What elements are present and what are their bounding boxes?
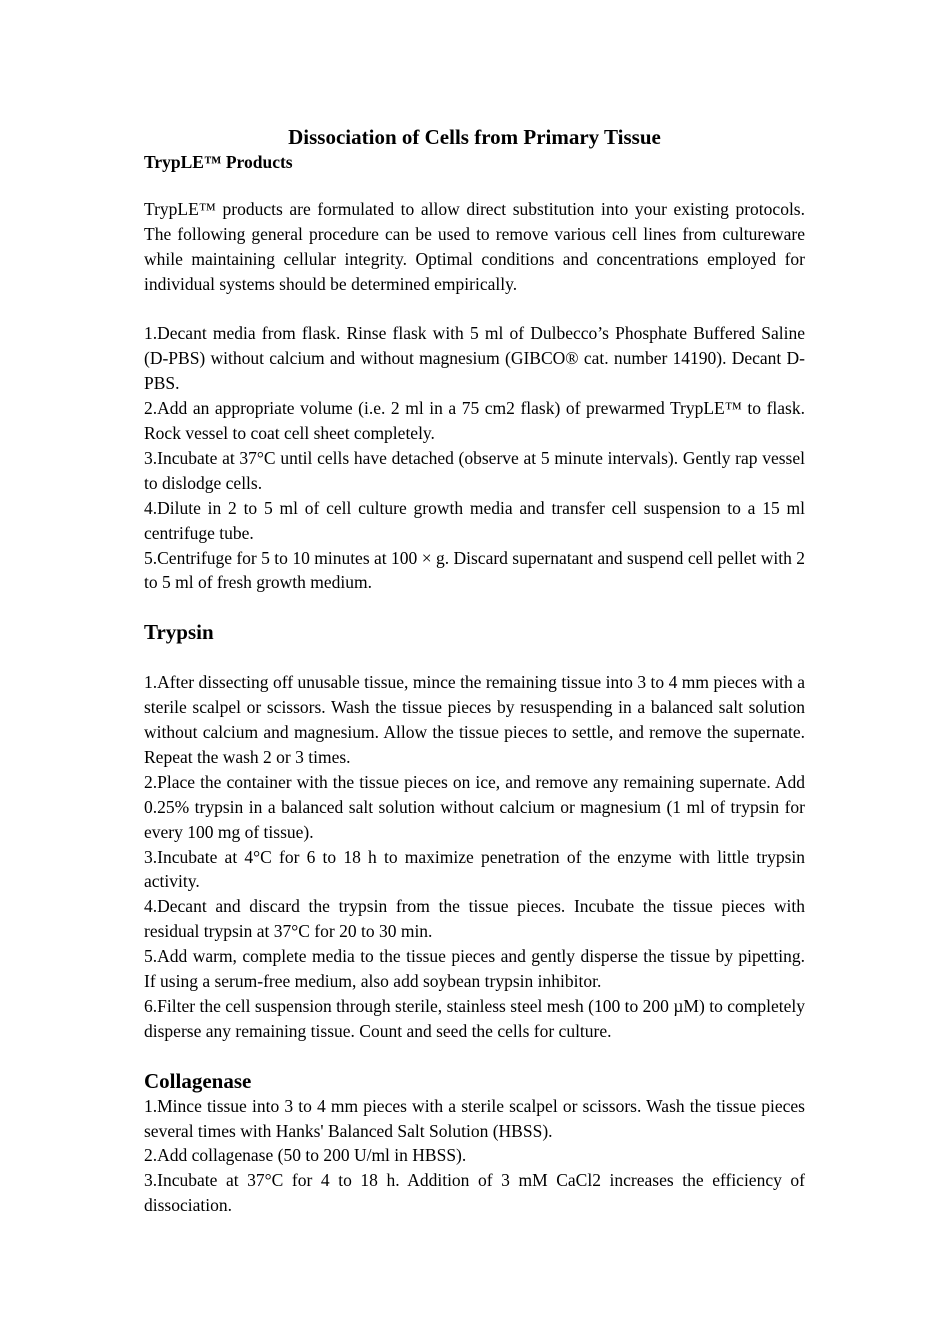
collagenase-step: 3.Incubate at 37°C for 4 to 18 h. Addition of 3 mM CaCl2 increases the efficiency of dissociation.: [144, 1170, 805, 1216]
trypsin-heading: Trypsin: [144, 620, 214, 645]
tryple-step: 1.Decant media from flask. Rinse flask with 5 ml of Dulbecco’s Phosphate Buffered Saline (D-PBS) without calcium and without magnesium (GIBCO® cat. number 14190). Decant D-PBS.: [144, 323, 805, 394]
tryple-step: 2.Add an appropriate volume (i.e. 2 ml in a 75 cm2 flask) of prewarmed TrypLE™ to flask. Rock vessel to coat cell sheet completely.: [144, 398, 805, 444]
trypsin-step: 1.After dissecting off unusable tissue, mince the remaining tissue into 3 to 4 mm pieces with a sterile scalpel or scissors. Wash the tissue pieces by resuspending in a balanced salt solution without calcium and magnesium. Allow the tissue pieces to settle, and remove the supernate. Repeat the wash 2 or 3 times.: [144, 672, 805, 767]
document-page: [144, 122, 805, 1218]
trypsin-step: 5.Add warm, complete media to the tissue pieces and gently disperse the tissue by pipetting. If using a serum-free medium, also add soybean trypsin inhibitor.: [144, 946, 805, 992]
collagenase-heading: Collagenase: [144, 1068, 252, 1093]
tryple-intro: TrypLE™ products are formulated to allow direct substitution into your existing protocols. The following general procedure can be used to remove various cell lines from cultureware while maintaining cellular integrity. Optimal conditions and concentrations employed for individual systems should be determined empirically.: [144, 198, 805, 294]
trypsin-step: 6.Filter the cell suspension through sterile, stainless steel mesh (100 to 200 µM) to completely disperse any remaining tissue. Count and seed the cells for culture.: [144, 995, 805, 1041]
page-title: Dissociation of Cells from Primary Tissue: [288, 125, 661, 149]
tryple-heading: TrypLE™ Products: [144, 152, 293, 172]
tryple-step: 4.Dilute in 2 to 5 ml of cell culture growth media and transfer cell suspension to a 15 ml centrifuge tube.: [144, 497, 805, 543]
trypsin-step: 3.Incubate at 4°C for 6 to 18 h to maximize penetration of the enzyme with little trypsin activity.: [144, 846, 805, 892]
tryple-step: 3.Incubate at 37°C until cells have detached (observe at 5 minute intervals). Gently rap vessel to dislodge cells.: [144, 447, 805, 493]
tryple-step: 5.Centrifuge for 5 to 10 minutes at 100 × g. Discard supernatant and suspend cell pellet with 2 to 5 ml of fresh growth medium.: [144, 547, 805, 593]
collagenase-step: 2.Add collagenase (50 to 200 U/ml in HBSS).: [144, 1145, 467, 1166]
trypsin-step: 2.Place the container with the tissue pieces on ice, and remove any remaining supernate. Add 0.25% trypsin in a balanced salt solution without calcium or magnesium (1 ml of trypsin for every 100 mg of tissue).: [144, 771, 805, 842]
collagenase-step: 1.Mince tissue into 3 to 4 mm pieces with a sterile scalpel or scissors. Wash the tissue pieces several times with Hanks' Balanced Salt Solution (HBSS).: [144, 1095, 805, 1141]
trypsin-step: 4.Decant and discard the trypsin from the tissue pieces. Incubate the tissue pieces with residual trypsin at 37°C for 20 to 30 min.: [144, 896, 805, 942]
